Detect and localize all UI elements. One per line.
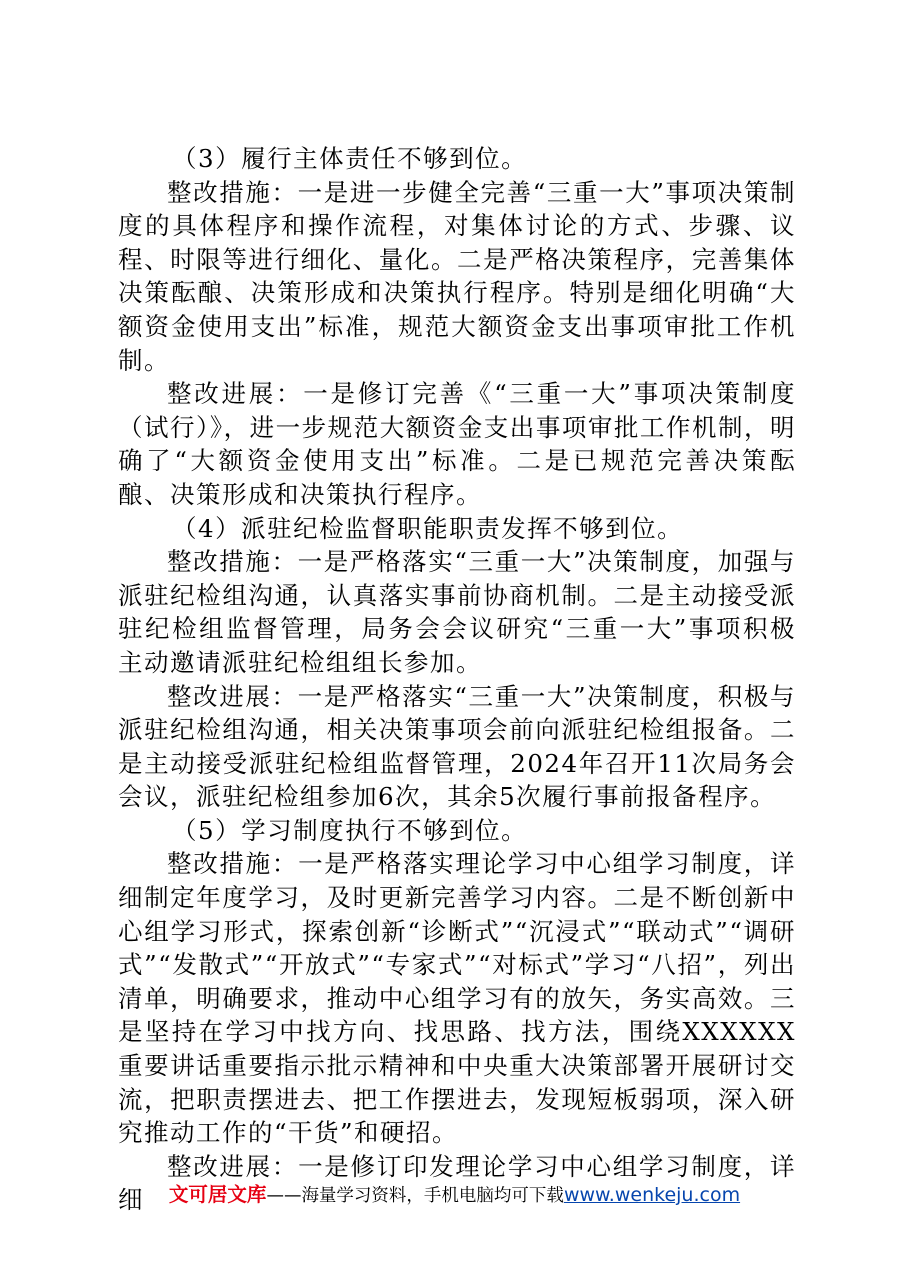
section-heading-3: （3）履行主体责任不够到位。 bbox=[172, 144, 528, 173]
paragraph-measures-5: 整改措施：一是严格落实理论学习中心组学习制度，详细制定年度学习，及时更新完善学习内容。二是不断创新中心组学习形式，探索创新“诊断式”“沉浸式”“联动式”“调研式”“发散式”“开放式”“专家式”“对标式”学习“八招”，列出清单，明确要求，推动中心组学习有的放矢，务实高效。三是坚持在学习中找方向、找思路、找方法，围绕XXXXXX重要讲话重要指示批示精神和中央重大决策部署开展研讨交流，把职责摆进去、把工作摆进去，发现短板弱项，深入研究推动工作的“干货”和硬招。 bbox=[118, 849, 796, 1148]
paragraph-progress-5: 整改进展：一是修订印发理论学习中心组学习制度，详细 bbox=[118, 1151, 796, 1215]
footer-banner bbox=[0, 1183, 909, 1208]
footer-link[interactable]: www.wenkeju.com bbox=[563, 1184, 741, 1206]
paragraph-measures-3: 整改措施：一是进一步健全完善“三重一大”事项决策制度的具体程序和操作流程，对集体讨论的方式、步骤、议程、时限等进行细化、量化。二是严格决策程序，完善集体决策酝酿、决策形成和决策执行程序。特别是细化明确“大额资金使用支出”标准，规范大额资金支出事项审批工作机制。 bbox=[118, 177, 796, 375]
paragraph-measures-4: 整改措施：一是严格落实“三重一大”决策制度，加强与派驻纪检组沟通，认真落实事前协商机制。二是主动接受派驻纪检组监督管理，局务会会议研究“三重一大”事项积极主动邀请派驻纪检组组长参加。 bbox=[118, 547, 796, 677]
footer-tagline: ——海量学习资料，手机电脑均可下载 bbox=[266, 1186, 564, 1206]
paragraph-progress-4: 整改进展：一是严格落实“三重一大”决策制度，积极与派驻纪检组沟通，相关决策事项会前向派驻纪检组报备。二是主动接受派驻纪检组监督管理，2024年召开11次局务会会议，派驻纪检组参加6次，其余5次履行事前报备程序。 bbox=[118, 681, 796, 812]
section-heading-4: （4）派驻纪检监督职能职责发挥不够到位。 bbox=[172, 513, 684, 543]
document-body bbox=[118, 142, 796, 1217]
footer-brand: 文可居文库 bbox=[168, 1183, 267, 1206]
paragraph-progress-3: 整改进展：一是修订完善《“三重一大”事项决策制度（试行）》，进一步规范大额资金支出事项审批工作机制，明确了“大额资金使用支出”标准。二是已规范完善决策酝酿、决策形成和决策执行程序。 bbox=[118, 379, 796, 509]
section-heading-5: （5）学习制度执行不够到位。 bbox=[172, 815, 528, 845]
